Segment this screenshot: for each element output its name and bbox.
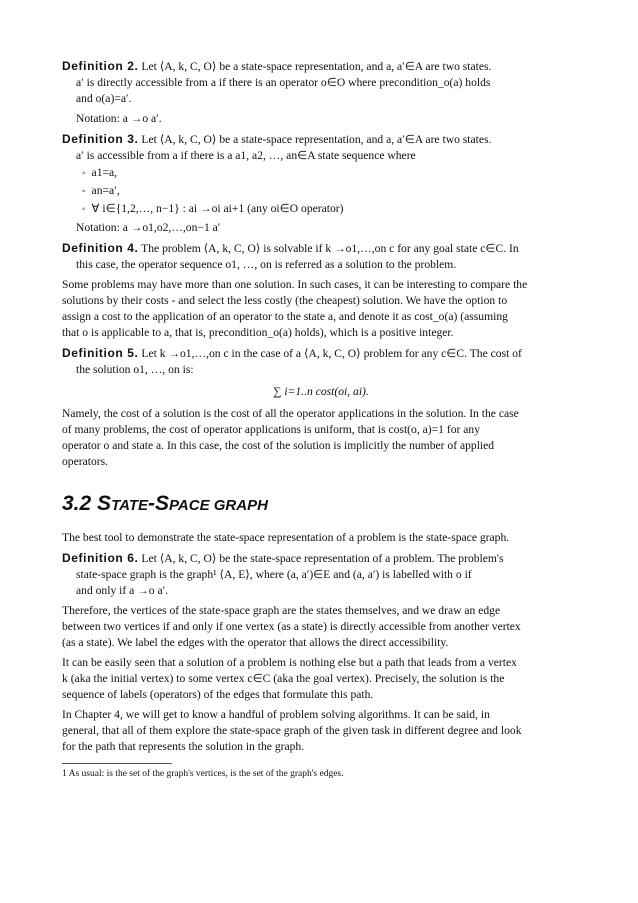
paragraph: Therefore, the vertices of the state-space graph are the states themselves, and we draw an edge between two vertices if and only if one vertex (as a state) is directly accessible from another vertex (as a state). We label the edges with the operator that allows the direct accessibility. (62, 604, 521, 649)
definition-text: the solution o1, …, on is: (76, 363, 194, 376)
paragraph: Namely, the cost of a solution is the cost of all the operator applications in the solution. In the case of many problems, the cost of operator applications is uniform, that is cost(o, a)=1 for any operator o and state a. In this case, the cost of the solution is implicitly the number of applied operators. (62, 407, 519, 468)
definition-4 (62, 240, 580, 273)
definition-5 (62, 345, 580, 400)
footnote: 1 As usual: is the set of the graph's vertices, is the set of the graph's edges. (62, 769, 344, 779)
list-item: ◦ an=a′, (82, 184, 120, 197)
definition-6 (62, 550, 580, 599)
paragraph: It can be easily seen that a solution of a problem is nothing else but a path that leads from a vertex k (aka the initial vertex) to some vertex c∈C (aka the goal vertex). Precisely, the solution is the sequence of labels (operators) of the edges that formulate this path. (62, 656, 517, 701)
definition-text: The problem ⟨A, k, C, O⟩ is solvable if k →o1,…,on c for any goal state c∈C. In (141, 242, 519, 255)
bullet-icon: ◦ (82, 168, 86, 179)
definition-text: Let ⟨A, k, C, O⟩ be a state-space representation, and a, a′∈A are two states. (141, 60, 492, 73)
definition-label: Definition 3. (62, 132, 139, 146)
definition-label: Definition 2. (62, 59, 139, 73)
definition-text: Let ⟨A, k, C, O⟩ be a state-space representation, and a, a′∈A are two states. (141, 133, 492, 146)
definition-text: and only if a →o a′. (76, 584, 169, 597)
definition-text: and o(a)=a′. (76, 92, 132, 105)
section-heading: 3.2 STATE-SPACE GRAPH (62, 492, 268, 515)
definition-text: Let k →o1,…,on c in the case of a ⟨A, k, C, O⟩ problem for any c∈C. The cost of (141, 347, 522, 360)
list-item: ◦ a1=a, (82, 166, 118, 179)
paragraph: In Chapter 4, we will get to know a handful of problem solving algorithms. It can be said, in general, that all of them explore the state-space graph of the given task in different degree and look for the path that represents the solution in the graph. (62, 708, 522, 753)
definition-text: a′ is directly accessible from a if there is an operator o∈O where precondition_o(a) holds (76, 76, 491, 89)
bullet-icon: ◦ (82, 204, 86, 215)
definition-text: Let ⟨A, k, C, O⟩ be the state-space representation of a problem. The problem's (141, 552, 504, 565)
footnote-divider (62, 763, 172, 764)
notation: Notation: a →o a′. (76, 112, 162, 125)
paragraph: Some problems may have more than one solution. In such cases, it can be interesting to compare the solutions by their costs - and select the less costly (the cheapest) solution. We have the option to assign a cost to the application of an operator to the state a, and denote it as cost_o(a) (assuming that o is applicable to a, that is, precondition_o(a) holds), which is a positive integer. (62, 278, 528, 339)
paragraph: The best tool to demonstrate the state-space representation of a problem is the state-space graph. (62, 531, 510, 544)
definition-3 (62, 131, 580, 236)
list-item: ◦ ∀ i∈{1,2,…, n−1} : ai →oi ai+1 (any oi∈O operator) (82, 202, 344, 215)
definition-2 (62, 58, 580, 127)
definition-text: a′ is accessible from a if there is a a1, a2, …, an∈A state sequence where (76, 149, 416, 162)
definition-text: this case, the operator sequence o1, …, on is referred as a solution to the problem. (76, 258, 457, 271)
bullet-icon: ◦ (82, 186, 86, 197)
definition-label: Definition 6. (62, 551, 139, 565)
definition-label: Definition 5. (62, 346, 139, 360)
notation: Notation: a →o1,o2,…,on−1 a′ (76, 221, 221, 234)
definition-label: Definition 4. (62, 241, 139, 255)
cost-formula: ∑ i=1..n cost(oi, ai). (273, 385, 369, 398)
definition-text: state-space graph is the graph¹ ⟨A, E⟩, where (a, a′)∈E and (a, a′) is labelled with o if (76, 568, 472, 581)
